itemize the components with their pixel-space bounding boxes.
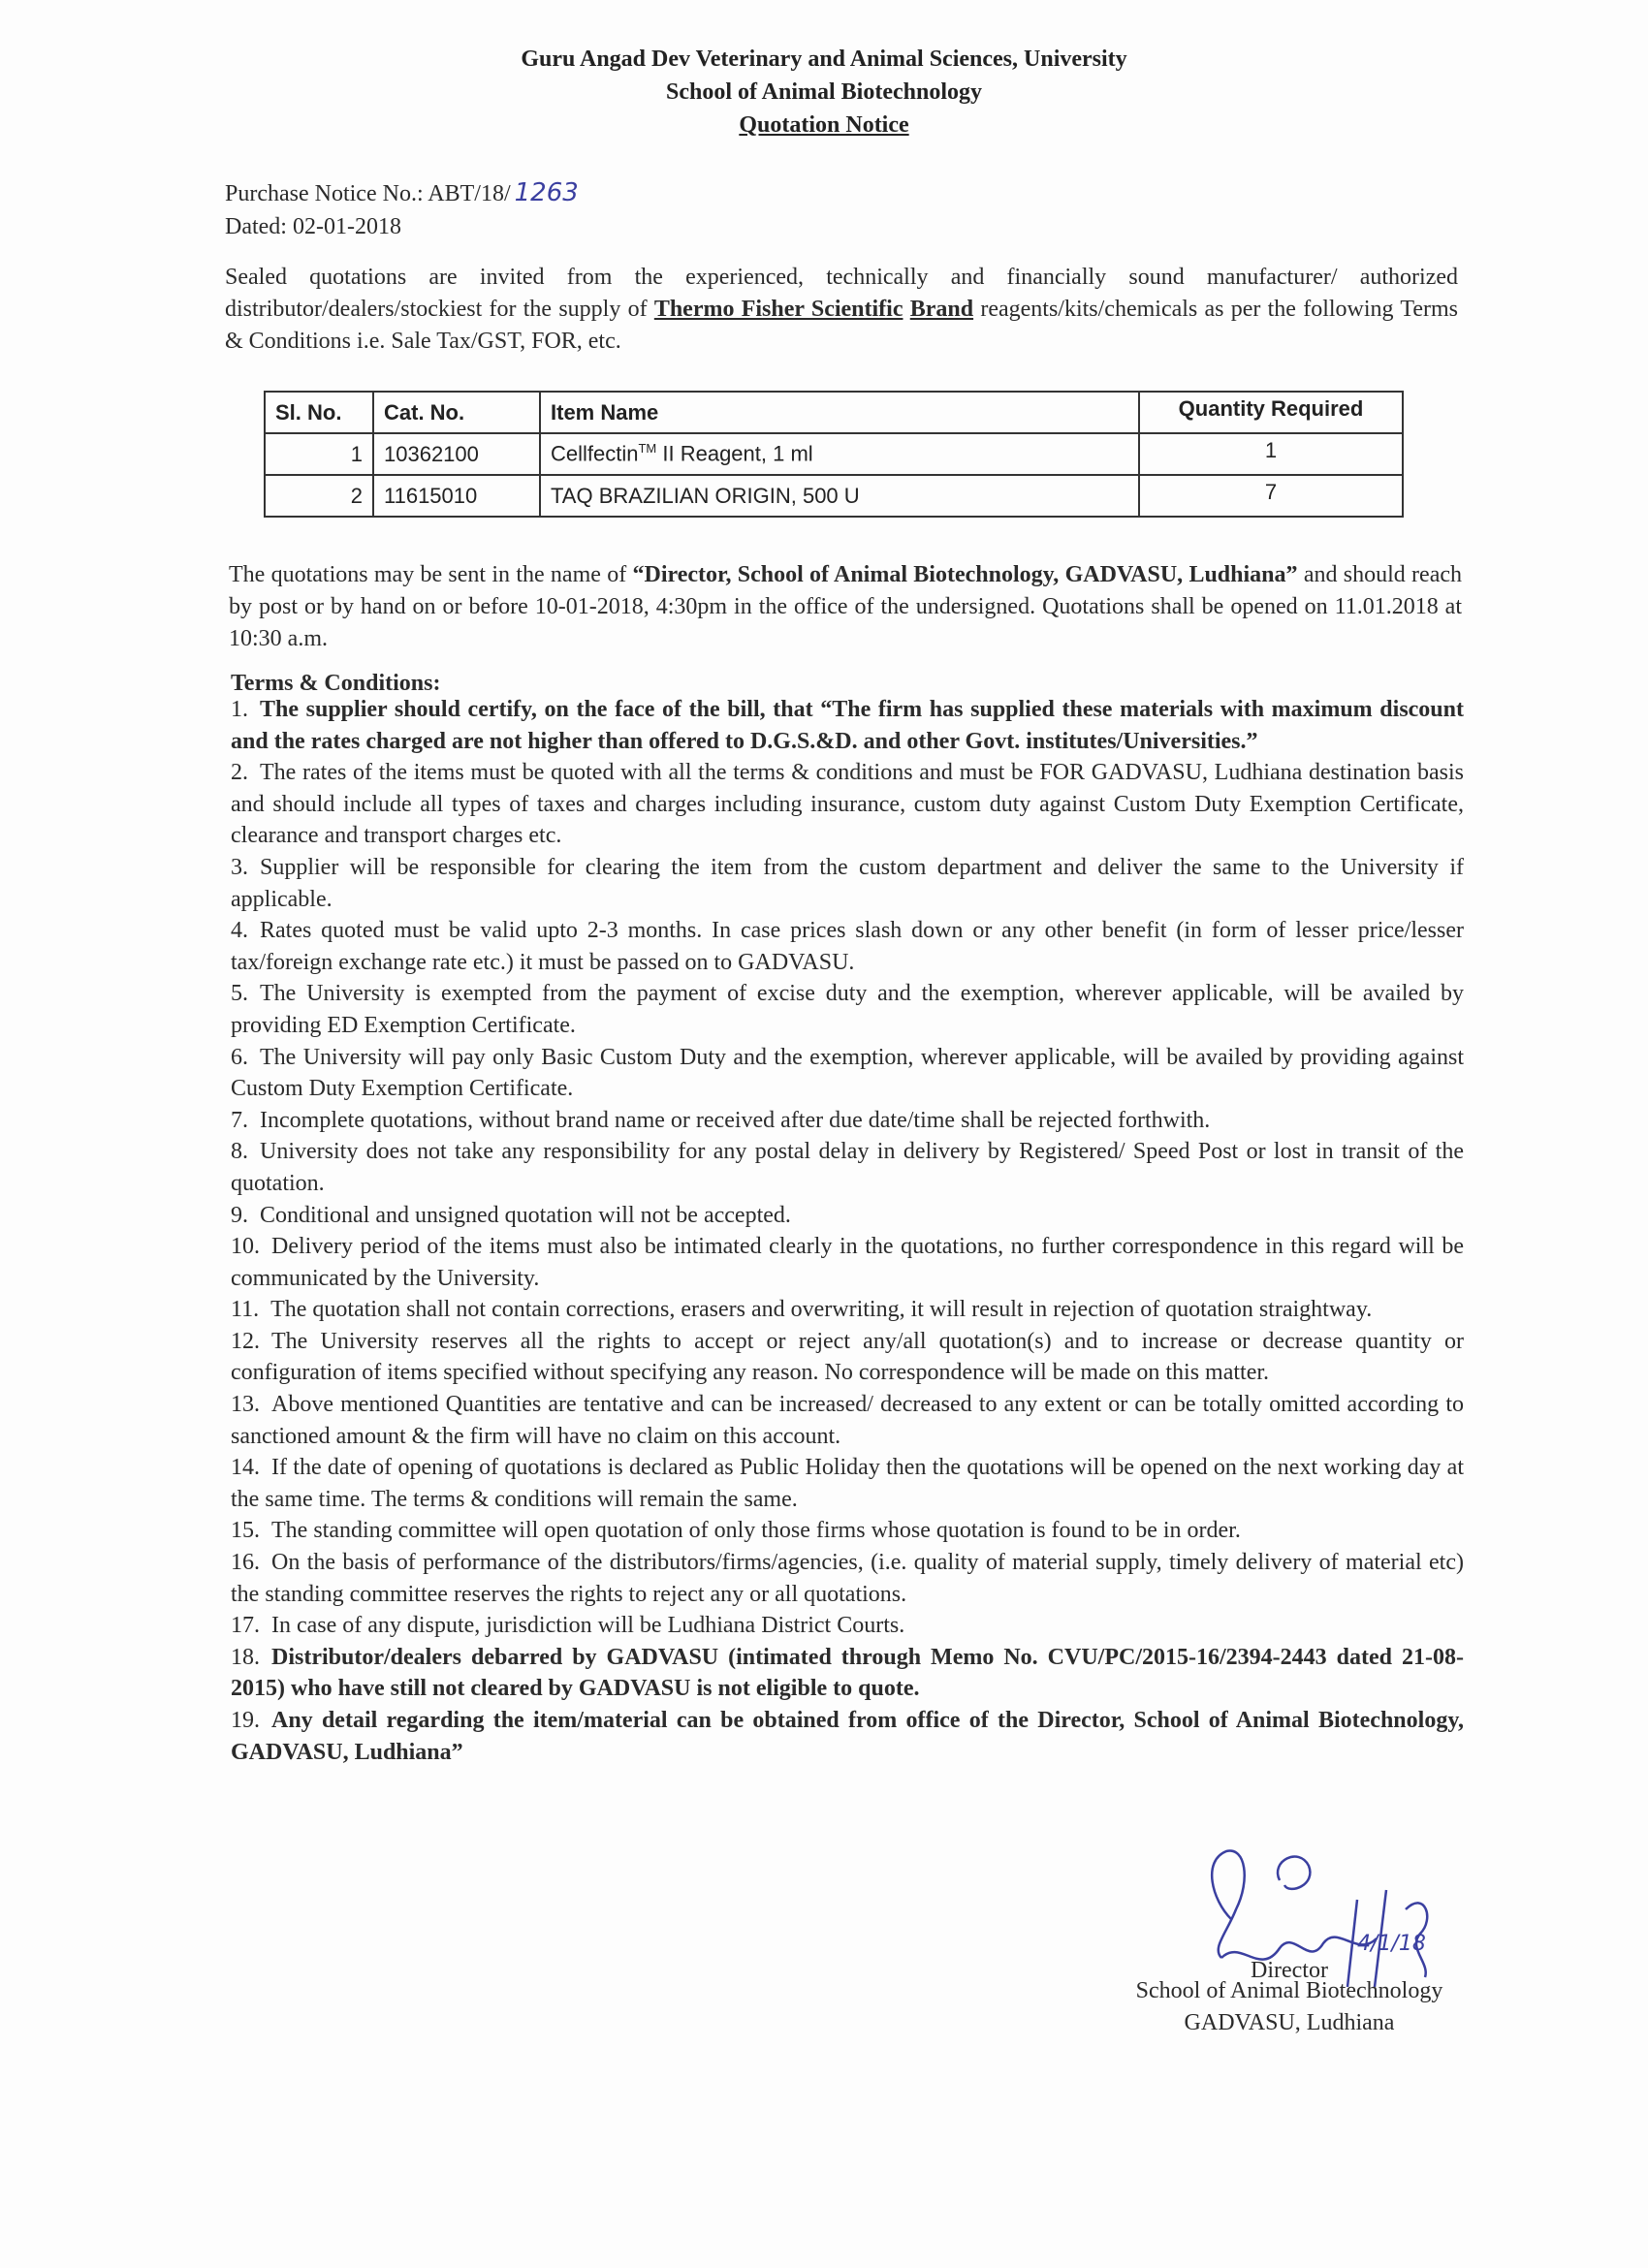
- header-cat-no: Cat. No.: [373, 392, 540, 433]
- header-item-name: Item Name: [540, 392, 1139, 433]
- term-item: [231, 1642, 1464, 1705]
- term-number: 18.: [231, 1644, 260, 1670]
- term-item: [231, 694, 1464, 757]
- term-number: 3.: [231, 854, 248, 880]
- term-number: 8.: [231, 1139, 248, 1165]
- term-text: In case of any dispute, jurisdiction will be Ludhiana District Courts.: [271, 1613, 905, 1639]
- term-item: [231, 978, 1464, 1041]
- intro-text-2: reagents/kits/chemicals as per the following Terms & Conditions i.e. Sale Tax/GST, FOR, etc.: [225, 297, 1458, 354]
- term-text: Delivery period of the items must also be intimated clearly in the quotations, no further correspondence in this regard will be communicated by the University.: [231, 1234, 1464, 1291]
- term-item: [231, 1389, 1464, 1452]
- term-item: [231, 915, 1464, 978]
- submission-text-1: The quotations may be sent in the name of: [229, 562, 633, 587]
- term-text: The rates of the items must be quoted with all the terms & conditions and must be FOR GADVASU, Ludhiana destination basis and should include all types of taxes and charges including insurance, custom duty against Custom Duty Exemption Certificate, clearance and transport charges etc.: [231, 760, 1464, 849]
- term-item: [231, 1294, 1464, 1326]
- table-row: [265, 433, 1403, 475]
- term-item: [231, 1705, 1464, 1768]
- notice-title: Quotation Notice: [739, 112, 909, 138]
- term-number: 15.: [231, 1518, 260, 1544]
- term-number: 1.: [231, 697, 248, 722]
- term-text: Any detail regarding the item/material can be obtained from office of the Director, School of Animal Biotechnology, GADVASU, Ludhiana”: [231, 1708, 1464, 1765]
- table-header-row: [265, 392, 1403, 433]
- term-item: [231, 1136, 1464, 1199]
- row-sl-no: 2: [265, 475, 373, 517]
- term-text: The supplier should certify, on the face of the bill, that “The firm has supplied these materials with maximum discount and the rates charged are not higher than offered to D.G.S.&D. and other Govt. institutes/Universities.”: [231, 697, 1464, 754]
- term-text: Incomplete quotations, without brand name or received after due date/time shall be rejected forthwith.: [260, 1107, 1211, 1133]
- term-item: [231, 1200, 1464, 1232]
- terms-title: Terms & Conditions:: [231, 671, 441, 696]
- header-sl-no: Sl. No.: [265, 392, 373, 433]
- term-number: 10.: [231, 1234, 260, 1260]
- term-number: 5.: [231, 981, 248, 1007]
- term-number: 14.: [231, 1455, 260, 1481]
- term-text: The University reserves all the rights to accept or reject any/all quotation(s) and to increase or decrease quantity or configuration of items specified without specifying any reason. No correspondence will be made on this matter.: [231, 1328, 1464, 1386]
- term-number: 19.: [231, 1708, 260, 1733]
- term-text: If the date of opening of quotations is declared as Public Holiday then the quotations will be opened on the next working day at the same time. The terms & conditions will remain the same.: [231, 1455, 1464, 1512]
- row-sl-no: 1: [265, 433, 373, 475]
- term-item: [231, 1610, 1464, 1642]
- term-text: Above mentioned Quantities are tentative and can be increased/ decreased to any extent or can be totally omitted according to sanctioned amount & the firm will have no claim on this account.: [231, 1392, 1464, 1449]
- term-text: Rates quoted must be valid upto 2-3 months. In case prices slash down or any other benefit (in form of lesser price/lesser tax/foreign exchange rate etc.) it must be passed on to GADVASU.: [231, 918, 1464, 975]
- term-text: Distributor/dealers debarred by GADVASU (intimated through Memo No. CVU/PC/2015-16/2394-2443 dated 21-08-2015) who have still not cleared by GADVASU is not eligible to quote.: [231, 1644, 1464, 1702]
- term-item: [231, 1105, 1464, 1137]
- submission-addressee: “Director, School of Animal Biotechnology, GADVASU, Ludhiana”: [632, 562, 1298, 587]
- term-number: 16.: [231, 1550, 260, 1576]
- term-text: Conditional and unsigned quotation will not be accepted.: [260, 1202, 791, 1228]
- term-number: 11.: [231, 1297, 260, 1323]
- intro-text-1: Sealed quotations are invited from the experienced, technically and financially sound manufacturer/ authorized distributor/dealers/stockiest for the supply of: [225, 265, 1458, 322]
- term-number: 4.: [231, 918, 248, 944]
- school-name: School of Animal Biotechnology: [665, 79, 983, 105]
- term-number: 6.: [231, 1044, 248, 1070]
- term-number: 13.: [231, 1392, 260, 1418]
- term-text: On the basis of performance of the distributors/firms/agencies, (i.e. quality of material supply, timely delivery of material etc) the standing committee reserves the rights to reject any or all quotations.: [231, 1550, 1464, 1607]
- header-quantity: Quantity Required: [1139, 392, 1403, 433]
- term-text: The University will pay only Basic Custom Duty and the exemption, wherever applicable, will be availed by providing against Custom Duty Exemption Certificate.: [231, 1044, 1464, 1102]
- row-quantity: 1: [1139, 433, 1403, 475]
- director-signature: [1066, 1842, 1493, 2074]
- term-item: [231, 1326, 1464, 1389]
- signature-block: [1105, 1975, 1474, 2039]
- intro-paragraph: [225, 262, 1458, 358]
- row-cat-no: 11615010: [373, 475, 540, 517]
- document-header: [0, 43, 1648, 142]
- row-quantity: 7: [1139, 475, 1403, 517]
- term-number: 2.: [231, 760, 248, 786]
- term-item: [231, 1547, 1464, 1610]
- brand-name: Thermo Fisher Scientific: [653, 297, 903, 322]
- term-text: University does not take any responsibility for any postal delay in delivery by Registered/ Speed Post or lost in transit of the quotation.: [231, 1139, 1464, 1196]
- term-text: Supplier will be responsible for clearing the item from the custom department and deliver the same to the University if applicable.: [231, 854, 1464, 912]
- items-table: [264, 391, 1404, 518]
- term-item: [231, 1231, 1464, 1294]
- table-row: [265, 475, 1403, 517]
- term-item: [231, 1042, 1464, 1105]
- term-text: The quotation shall not contain corrections, erasers and overwriting, it will result in rejection of quotation straightway.: [270, 1297, 1373, 1323]
- term-number: 9.: [231, 1202, 248, 1228]
- term-number: 17.: [231, 1613, 260, 1639]
- signatory-school: School of Animal Biotechnology: [1135, 1978, 1443, 2003]
- row-cat-no: 10362100: [373, 433, 540, 475]
- notice-date: Dated: 02-01-2018: [225, 214, 401, 239]
- row-item-name: Cellfectin™ II Reagent, 1 ml: [540, 433, 1139, 475]
- term-item: [231, 1452, 1464, 1515]
- submission-text-2: and should reach by post or by hand on or before 10-01-2018, 4:30pm in the office of the undersigned. Quotations shall be opened on 11.01.2018 at 10:30 a.m.: [229, 562, 1463, 651]
- signatory-place: GADVASU, Ludhiana: [1184, 2010, 1395, 2035]
- purchase-notice-label: Purchase Notice No.: ABT/18/: [225, 181, 511, 206]
- term-item: [231, 757, 1464, 852]
- notice-meta: [225, 176, 579, 243]
- term-number: 7.: [231, 1107, 248, 1133]
- term-item: [231, 1515, 1464, 1547]
- terms-list: [231, 694, 1464, 1768]
- university-name: Guru Angad Dev Veterinary and Animal Sciences, University: [521, 47, 1127, 72]
- submission-paragraph: [229, 559, 1462, 655]
- term-number: 12.: [231, 1328, 260, 1354]
- purchase-notice-number: [225, 176, 579, 210]
- term-text: The University is exempted from the payment of excise duty and the exemption, wherever applicable, will be availed by providing ED Exemption Certificate.: [231, 981, 1464, 1038]
- handwritten-notice-number: 1263: [514, 178, 579, 207]
- brand-word: Brand: [909, 297, 974, 322]
- term-text: The standing committee will open quotation of only those firms whose quotation is found to be in order.: [271, 1518, 1241, 1544]
- handwritten-sign-date: 4/1/18: [1357, 1932, 1426, 1956]
- term-item: [231, 852, 1464, 915]
- row-item-name: TAQ BRAZILIAN ORIGIN, 500 U: [540, 475, 1139, 517]
- director-title: Director: [1251, 1958, 1328, 1983]
